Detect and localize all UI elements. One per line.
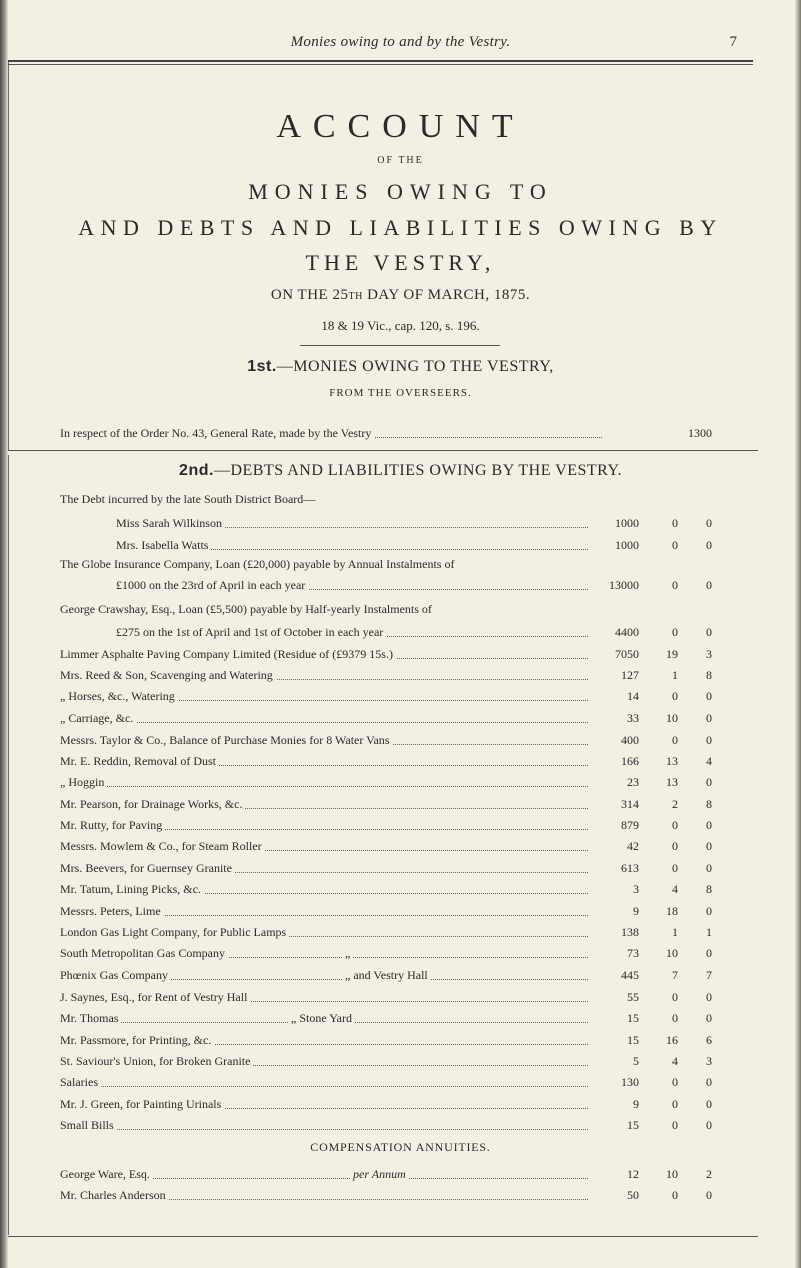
title-line-3: THE VESTRY, (305, 250, 496, 275)
ledger-row (116, 623, 712, 643)
entry-pence: 0 (692, 946, 712, 961)
entry-pence: 8 (692, 882, 712, 897)
title-date (0, 287, 801, 304)
entry-pounds: 33 (589, 711, 639, 726)
act-citation: 18 & 19 Vic., cap. 120, s. 196. (321, 318, 480, 333)
entry-pounds: 445 (589, 968, 639, 983)
entry-pence: 0 (692, 1075, 712, 1090)
entry-shillings: 0 (648, 990, 678, 1005)
entry-pounds: 1000 (589, 516, 639, 531)
entry-label: Salaries (60, 1075, 101, 1090)
entry-pounds: 127 (589, 668, 639, 683)
entry-label: Messrs. Taylor & Co., Balance of Purchase Monies for 8 Water Vans (60, 733, 392, 748)
entry-shillings: 10 (648, 711, 678, 726)
entry-label: „ Horses, &c., Watering (60, 689, 178, 704)
entry-label: Mr. Passmore, for Printing, &c. (60, 1033, 214, 1048)
entry-pounds: 14 (589, 689, 639, 704)
ledger-row (60, 944, 712, 964)
entry-detail: „ and Vestry Hall (342, 968, 431, 983)
entry-shillings: 1 (648, 925, 678, 940)
entry-pounds: 15 (589, 1118, 639, 1133)
leader-dots (60, 1118, 602, 1130)
leader-dots (60, 711, 602, 723)
entry-label: „ Hoggin (60, 775, 107, 790)
entry-pence: 8 (692, 797, 712, 812)
entry-label: South Metropolitan Gas Company (60, 946, 228, 961)
section1-number: 1st. (247, 358, 277, 375)
header-rule-thin (8, 64, 753, 65)
entry-pounds: 9 (589, 1097, 639, 1112)
entry-label: Limmer Asphalte Paving Company Limited (Residue of (£9379 15s.) (60, 647, 396, 662)
entry-pounds: 7050 (589, 647, 639, 662)
entry-shillings: 0 (648, 861, 678, 876)
entry-pence: 0 (692, 904, 712, 919)
entry-label: Messrs. Peters, Lime (60, 904, 164, 919)
entry-pounds: 1300 (662, 426, 712, 441)
section1-heading-text: —MONIES OWING TO THE VESTRY, (276, 358, 554, 375)
ledger-row (60, 859, 712, 879)
entry-shillings: 0 (648, 733, 678, 748)
entry-shillings: 0 (648, 1075, 678, 1090)
entry-pence: 0 (692, 516, 712, 531)
entry-pence: 0 (692, 711, 712, 726)
entry-pence: 4 (692, 754, 712, 769)
ledger-row (60, 731, 712, 751)
entry-pounds: 314 (589, 797, 639, 812)
entry-pence: 0 (692, 839, 712, 854)
entry-shillings: 2 (648, 797, 678, 812)
ledger-row (60, 709, 712, 729)
entry-pounds: 138 (589, 925, 639, 940)
entry-label: Mr. E. Reddin, Removal of Dust (60, 754, 219, 769)
ledger-row (60, 923, 712, 943)
entry-pounds: 613 (589, 861, 639, 876)
entry-pence: 8 (692, 668, 712, 683)
entry-label: George Ware, Esq. (60, 1167, 153, 1182)
entry-shillings: 0 (648, 516, 678, 531)
entry-pence: 2 (692, 1167, 712, 1182)
title-of-the: OF THE (377, 155, 424, 166)
entry-pence: 0 (692, 733, 712, 748)
title-line-1: MONIES OWING TO (248, 179, 553, 204)
entry-pounds: 42 (589, 839, 639, 854)
entry-shillings: 0 (648, 1097, 678, 1112)
entry-shillings: 0 (648, 839, 678, 854)
running-header (0, 28, 801, 58)
entry-shillings: 0 (648, 1011, 678, 1026)
entry-shillings: 0 (648, 625, 678, 640)
ledger-row (60, 1073, 712, 1093)
running-title: Monies owing to and by the Vestry. (290, 34, 511, 50)
entry-pence: 3 (692, 1054, 712, 1069)
globe-line-1: The Globe Insurance Company, Loan (£20,000) payable by Annual Instalments of (60, 557, 455, 571)
header-rule (8, 60, 753, 62)
entry-label: Mrs. Isabella Watts (116, 538, 211, 553)
entry-pence: 6 (692, 1033, 712, 1048)
section2-heading (0, 462, 801, 480)
entry-pounds: 3 (589, 882, 639, 897)
ledger-row (60, 902, 712, 922)
date-suffix: TH (348, 291, 363, 302)
entry-pounds: 4400 (589, 625, 639, 640)
ledger-row (60, 687, 712, 707)
entry-shillings: 7 (648, 968, 678, 983)
title-divider (300, 345, 500, 346)
crawshay-line-1: George Crawshay, Esq., Loan (£5,500) payable by Half-yearly Instalments of (60, 602, 432, 616)
ledger-row (60, 1116, 712, 1136)
entry-shillings: 4 (648, 882, 678, 897)
entry-pounds: 879 (589, 818, 639, 833)
entry-label: Mr. Rutty, for Paving (60, 818, 165, 833)
section2-intro: The Debt incurred by the late South District Board— (60, 492, 316, 506)
entry-shillings: 4 (648, 1054, 678, 1069)
entry-shillings: 16 (648, 1033, 678, 1048)
entry-shillings: 0 (648, 1188, 678, 1203)
ledger-row (60, 645, 712, 665)
section1-entry (60, 424, 712, 444)
ledger-row (60, 773, 712, 793)
entry-label: Mr. Tatum, Lining Picks, &c. (60, 882, 204, 897)
section2-number: 2nd. (179, 462, 214, 479)
ledger-row (60, 966, 712, 986)
ledger-row (60, 988, 712, 1008)
section2-heading-text: —DEBTS AND LIABILITIES OWING BY THE VESTRY. (213, 462, 622, 479)
ledger-row (60, 752, 712, 772)
ledger-row (60, 1031, 712, 1051)
entry-pence: 0 (692, 689, 712, 704)
ledger-row (60, 880, 712, 900)
entry-shillings: 0 (648, 578, 678, 593)
section1-heading (0, 358, 801, 376)
ledger-row (60, 1165, 712, 1185)
entry-pounds: 73 (589, 946, 639, 961)
ledger-row (116, 576, 712, 596)
ledger-row (60, 816, 712, 836)
entry-pence: 0 (692, 818, 712, 833)
entry-pence: 1 (692, 925, 712, 940)
entry-pence: 0 (692, 1011, 712, 1026)
margin-rule-lower (8, 455, 9, 1235)
entry-label: Mrs. Beevers, for Guernsey Granite (60, 861, 235, 876)
ledger-row (116, 536, 712, 556)
date-prefix: ON THE 25 (270, 287, 349, 303)
entry-label: Phœnix Gas Company (60, 968, 171, 983)
entry-label: £275 on the 1st of April and 1st of October in each year (116, 625, 386, 640)
ledger-row (60, 1009, 712, 1029)
entry-label: Small Bills (60, 1118, 117, 1133)
entry-label: Mr. J. Green, for Painting Urinals (60, 1097, 224, 1112)
entry-label: £1000 on the 23rd of April in each year (116, 578, 308, 593)
entry-pounds: 166 (589, 754, 639, 769)
entry-pence: 7 (692, 968, 712, 983)
title-line-2: AND DEBTS AND LIABILITIES OWING BY (78, 215, 723, 240)
entry-shillings: 13 (648, 775, 678, 790)
entry-label: Mrs. Reed & Son, Scavenging and Watering (60, 668, 276, 683)
entry-label: Miss Sarah Wilkinson (116, 516, 225, 531)
compensation-heading: COMPENSATION ANNUITIES. (310, 1140, 491, 1154)
ledger-row (60, 1052, 712, 1072)
entry-pounds: 400 (589, 733, 639, 748)
entry-pounds: 50 (589, 1188, 639, 1203)
ledger-row (60, 1186, 712, 1206)
entry-pence: 0 (692, 1188, 712, 1203)
entry-label: St. Saviour's Union, for Broken Granite (60, 1054, 253, 1069)
entry-shillings: 0 (648, 538, 678, 553)
entry-pounds: 130 (589, 1075, 639, 1090)
date-rest: DAY OF MARCH, 1875. (362, 287, 531, 303)
entry-pounds: 23 (589, 775, 639, 790)
section1-subheading: FROM THE OVERSEERS. (329, 387, 472, 399)
entry-pence: 0 (692, 861, 712, 876)
entry-shillings: 19 (648, 647, 678, 662)
entry-pence: 0 (692, 1118, 712, 1133)
entry-shillings: 18 (648, 904, 678, 919)
entry-pence: 0 (692, 538, 712, 553)
entry-label: J. Saynes, Esq., for Rent of Vestry Hall (60, 990, 250, 1005)
ledger-row (116, 514, 712, 534)
entry-pounds: 13000 (589, 578, 639, 593)
page-number: 7 (729, 34, 737, 50)
entry-pence: 0 (692, 990, 712, 1005)
entry-pounds: 55 (589, 990, 639, 1005)
entry-pounds: 9 (589, 904, 639, 919)
entry-shillings: 0 (648, 818, 678, 833)
entry-pounds: 15 (589, 1011, 639, 1026)
entry-shillings: 0 (648, 689, 678, 704)
entry-shillings: 10 (648, 946, 678, 961)
ledger-row (60, 1095, 712, 1115)
entry-label: London Gas Light Company, for Public Lamps (60, 925, 289, 940)
entry-label: In respect of the Order No. 43, General Rate, made by the Vestry (60, 426, 374, 441)
leader-dots (60, 775, 602, 787)
entry-pence: 3 (692, 647, 712, 662)
entry-shillings: 13 (648, 754, 678, 769)
entry-detail: „ (342, 946, 353, 961)
entry-pence: 0 (692, 578, 712, 593)
ledger-row (60, 837, 712, 857)
entry-detail: „ Stone Yard (288, 1011, 355, 1026)
entry-detail: per Annum (350, 1167, 409, 1182)
entry-label: Mr. Pearson, for Drainage Works, &c. (60, 797, 245, 812)
entry-shillings: 10 (648, 1167, 678, 1182)
entry-label: Mr. Thomas (60, 1011, 121, 1026)
entry-pounds: 12 (589, 1167, 639, 1182)
ledger-row (60, 795, 712, 815)
entry-label: Messrs. Mowlem & Co., for Steam Roller (60, 839, 265, 854)
leader-dots (60, 1075, 602, 1087)
footer-rule (8, 1236, 758, 1237)
entry-pence: 0 (692, 1097, 712, 1112)
entry-pence: 0 (692, 775, 712, 790)
section-divider (8, 450, 758, 451)
entry-pounds: 1000 (589, 538, 639, 553)
entry-pounds: 5 (589, 1054, 639, 1069)
entry-shillings: 1 (648, 668, 678, 683)
entry-label: Mr. Charles Anderson (60, 1188, 169, 1203)
entry-shillings: 0 (648, 1118, 678, 1133)
entry-pence: 0 (692, 625, 712, 640)
entry-pounds: 15 (589, 1033, 639, 1048)
title-account: ACCOUNT (276, 108, 525, 145)
ledger-row (60, 666, 712, 686)
entry-label: „ Carriage, &c. (60, 711, 136, 726)
